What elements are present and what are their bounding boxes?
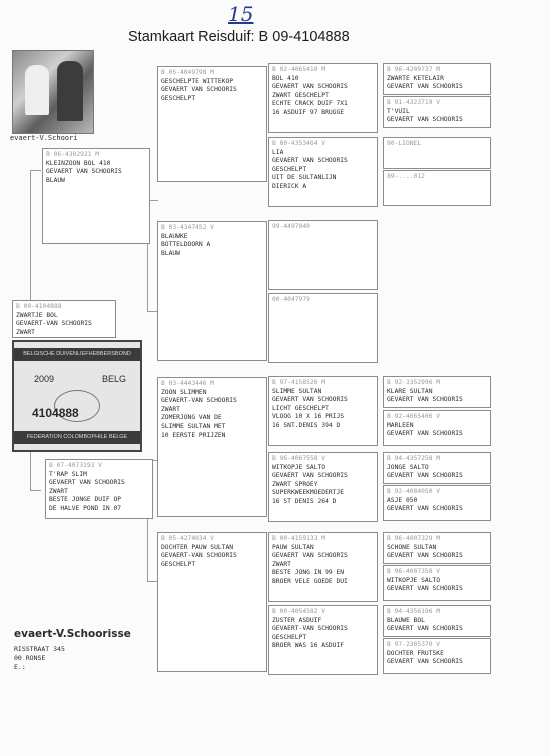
subject-name: ZWARTJE BOL [16,311,58,319]
pedigree-card-g4 [383,170,491,206]
stamp-country: BELG [102,374,127,384]
footer-city: 00 RONSE [14,654,46,662]
page-title: Stamkaart Reisduif: B 09-4104888 [128,29,350,45]
card-line: GEVAERT-VAN SCHOORIS [272,625,348,633]
card-line: DOCHTER PAUW SULTAN [161,543,234,551]
card-line: GEVAERT VAN SCHOORIS [272,157,348,165]
card-line: GESCHELPT [272,633,307,641]
ring-number: B 00-4159133 M [272,535,326,542]
card-line: DOCHTER FRUTSKE [387,649,444,657]
ring-number: 00-4047979 [272,296,310,303]
ring-number: B 92-4084050 V [387,488,441,495]
subject-owner: GEVAERT-VAN SCHOORIS [16,320,92,328]
ring-number: B 91-4323719 V [387,99,441,106]
photo-caption: evaert-V.Schoori [10,134,78,142]
pedigree-card-ffm [268,137,378,207]
ring-number: 99-4497040 [272,223,310,230]
card-line: ZWART GESCHELPT [272,91,329,99]
stamp-year: 2009 [34,374,55,384]
card-line: SUPERKWEEKMOEDERTJE [272,489,345,497]
card-line: WITKOPJE SALTO [272,463,326,471]
ring-number: 90-LIONEL [387,140,422,147]
pedigree-card-g1 [383,63,491,95]
footer-extra: E.: [14,663,26,671]
card-line: GEVAERT VAN SCHOORIS [387,625,463,633]
card-line: T'RAP SLIM [49,470,87,478]
card-line: BLAUWKE [161,232,188,240]
stamp-top-text: BELGISCHE DUIVENLIEFHEBBERSBOND [14,348,140,361]
card-line: 16 ASDUIF 97 BRUGGE [272,108,345,116]
card-line: BLAUWE BOL [387,616,425,624]
ring-number: B 96-4007329 M [387,535,441,542]
card-line: GESCHELPT [161,94,196,102]
card-line: LICHT GESCHELPT [272,404,329,412]
card-line: GEVAERT-VAN SCHOORIS [161,552,237,560]
ring-number: B 97-2305370 V [387,641,441,648]
card-line: GEVAERT VAN SCHOORIS [387,83,463,91]
ring-number: B 96-4007358 V [387,568,441,575]
card-line: GEVAERT VAN SCHOORIS [49,479,125,487]
card-line: LIA [272,148,284,156]
card-line: BOTTELDOORN A [161,241,211,249]
pedigree-card-g12 [383,638,491,674]
card-line: ZOON SLIMMEN [161,388,207,396]
ring-number: B 06-4302921 M [46,151,100,158]
card-line: DE HALVE POND IN 07 [49,504,122,512]
card-line: SLIMME SULTAN MET [161,422,226,430]
pedigree-card-g11 [383,605,491,637]
ring-number: B 97-4158526 M [272,379,326,386]
ring-number: B 00-4353464 V [272,140,326,147]
ring-number: B 96-4209737 M [387,66,441,73]
card-line: GEVAERT VAN SCHOORIS [387,396,463,404]
footer-street: RISSTRAAT 345 [14,645,65,653]
card-line: GEVAERT VAN SCHOORIS [387,472,463,480]
card-line: MARLEEN [387,421,414,429]
stamp-bottom-text: FEDERATION COLOMBOPHILE BELGE [14,431,140,444]
subject-ring: B 09-4104888 [16,303,62,310]
card-line: GEVAERT VAN SCHOORIS [387,505,463,513]
card-line: GEVAERT VAN SCHOORIS [272,552,348,560]
card-line: 16 ST DENIS 264 D [272,497,337,505]
card-line: GEVAERT VAN SCHOORIS [387,552,463,560]
ring-number: B 07-4073193 V [49,462,103,469]
pedigree-card-mm [157,532,267,672]
pedigree-card-g7 [383,452,491,484]
card-line: ZWART SPROEY [272,480,318,488]
ring-stamp [12,340,142,452]
subject-color: ZWART [16,328,35,336]
card-line: GEVAERT VAN SCHOORIS [272,396,348,404]
card-line: UIT DE SULTANLIJN [272,174,337,182]
pedigree-card-g2 [383,96,491,128]
card-line: ZWART [161,405,180,413]
card-line: WITKOPJE SALTO [387,576,441,584]
card-line: GEVAERT VAN SCHOORIS [272,83,348,91]
pedigree-card-g3 [383,137,491,169]
pedigree-card-mff [268,376,378,446]
card-line: GESCHELPT [161,560,196,568]
pedigree-card-fmm [268,293,378,363]
pedigree-card-g6 [383,410,491,446]
card-line: ZWART [272,560,291,568]
pedigree-card-mfm [268,452,378,522]
ring-number: B 05-4049798 M [161,69,215,76]
pedigree-card-mother [45,459,153,519]
card-line: PAUW SULTAN [272,543,314,551]
card-line: BLAUW [161,249,180,257]
card-line: ASJE 050 [387,496,418,504]
card-line: BROER WAS 16 ASDUIF [272,642,345,650]
ring-number: B 03-4443446 M [161,380,215,387]
card-line: BLAUW [46,176,65,184]
owner-photo [12,50,94,134]
card-line: GEVAERT VAN SCHOORIS [387,430,463,438]
card-line: GEVAERT-VAN SCHOORIS [161,397,237,405]
card-line: T'VUIL [387,107,410,115]
ring-number: B 94-4357258 M [387,455,441,462]
stamp-number: 4104888 [32,406,79,420]
card-line: GEVAERT VAN SCHOORIS [387,116,463,124]
subject-card [12,300,116,338]
card-line: SLIMME SULTAN [272,387,322,395]
ring-number: 89-....012 [387,173,425,180]
card-line: BOL 410 [272,74,299,82]
card-line: GEVAERT VAN SCHOORIS [272,472,348,480]
ring-number: B 92-3352996 M [387,379,441,386]
card-line: KLARE SULTAN [387,387,433,395]
card-line: ZOMERJONG VAN DE [161,414,222,422]
card-line: BESTE JONG IN 99 EN [272,569,345,577]
card-line: DIERICK A [272,182,307,190]
card-line: JONGE SALTO [387,463,429,471]
ring-number: B 96-4067558 V [272,455,326,462]
pedigree-card-g5 [383,376,491,408]
card-line: BROER VELE GOEDE DUI [272,577,348,585]
card-line: GEVAERT VAN SCHOORIS [387,585,463,593]
card-line: BESTE JONGE DUIF OP [49,496,122,504]
pedigree-card-mmm [268,605,378,675]
card-line: GEVAERT VAN SCHOORIS [46,168,122,176]
card-line: VLOOG 10 X 16 PRIJS [272,413,345,421]
card-line: SCHONE SULTAN [387,543,437,551]
card-line: 16 SNT.DENIS 394 D [272,421,341,429]
card-line: ZWARTE KETELAIR [387,74,444,82]
pedigree-card-fmf [268,220,378,290]
pedigree-card-mf [157,377,267,517]
ring-number: B 92-4665406 V [387,413,441,420]
pedigree-card-g9 [383,532,491,564]
pedigree-card-g8 [383,485,491,521]
pedigree-card-fm [157,221,267,361]
footer-owner: evaert-V.Schoorisse [14,628,131,640]
ring-number: B 05-4274034 V [161,535,215,542]
card-line: GEVAERT VAN SCHOORIS [387,658,463,666]
card-line: 10 EERSTE PRIJZEN [161,431,226,439]
ring-number: B 02-4065410 M [272,66,326,73]
card-line: KLEINZOON BOL 410 [46,159,111,167]
handwritten-number: 15 [228,2,254,26]
pedigree-card-g10 [383,565,491,601]
card-line: ZUSTER ASDUIF [272,616,322,624]
pedigree-card-ff [157,66,267,182]
card-line: GEVAERT VAN SCHOORIS [161,86,237,94]
pedigree-card-father [42,148,150,244]
ring-number: B 03-4347452 V [161,224,215,231]
card-line: GESCHELPT [272,165,307,173]
ring-number: B 00-4054582 V [272,608,326,615]
card-line: ZWART [49,487,68,495]
pedigree-card-mmf [268,532,378,602]
card-line: ECHTE CRACK DUIF 7X1 [272,100,348,108]
card-line: GESCHELPTE WITTEKOP [161,77,234,85]
ring-number: B 94-4356196 M [387,608,441,615]
pedigree-card-fff [268,63,378,133]
